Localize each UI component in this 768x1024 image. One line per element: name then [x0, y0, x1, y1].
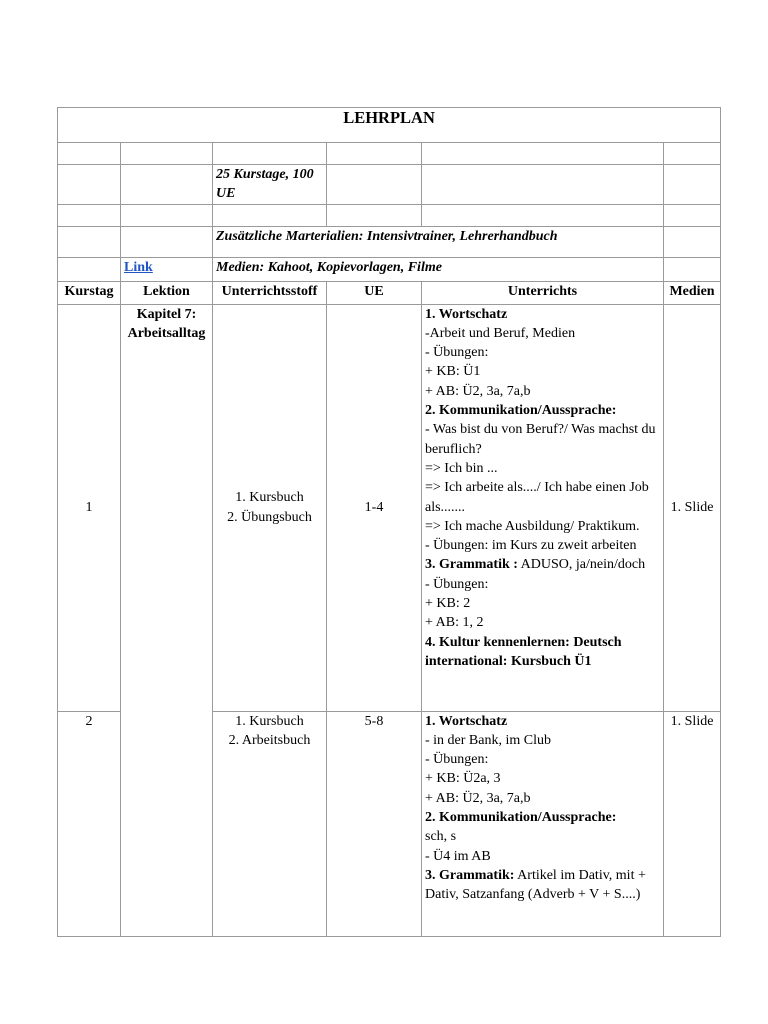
column-header-kurstag: Kurstag — [58, 281, 121, 304]
content-line — [425, 517, 660, 536]
content-text: - Übungen: — [425, 345, 489, 361]
column-header-unterrichtsstoff: Unterrichtsstoff — [213, 281, 327, 304]
stoff-item: 2. Übungsbuch — [227, 509, 312, 525]
content-line — [425, 362, 660, 381]
medien-info: Medien: Kahoot, Kopievorlagen, Filme — [213, 257, 664, 281]
content-heading: 1. Wortschatz — [425, 713, 508, 729]
content-heading: 3. Grammatik: — [425, 867, 515, 883]
content-line — [425, 478, 660, 517]
title-row — [58, 108, 721, 143]
content-heading: 2. Kommunikation/Aussprache: — [425, 403, 617, 419]
stoff-cell — [213, 304, 327, 711]
kurstag-cell: 2 — [58, 711, 121, 936]
lektion-cell: Kapitel 7: Arbeitsalltag — [121, 304, 213, 936]
content-text: + AB: Ü2, 3a, 7a,b — [425, 383, 531, 399]
content-text: -Arbeit und Beruf, Medien — [425, 325, 576, 341]
content-text: - Was bist du von Beruf?/ Was machst du beruflich? — [425, 422, 656, 457]
ue-cell: 5-8 — [327, 711, 422, 936]
link[interactable]: Link — [124, 259, 153, 275]
content-text: => Ich arbeite als..../ Ich habe einen Job als....... — [425, 480, 649, 515]
content-text: + KB: Ü1 — [425, 364, 481, 380]
materialien-row — [58, 226, 721, 257]
content-heading: 2. Kommunikation/Aussprache: — [425, 810, 617, 826]
medien-cell: 1. Slide — [664, 304, 721, 711]
content-line — [425, 401, 660, 420]
content-text: + AB: Ü2, 3a, 7a,b — [425, 790, 531, 806]
content-line — [425, 827, 660, 846]
content-heading: 3. Grammatik : — [425, 557, 518, 573]
content-line — [425, 613, 660, 632]
content-text: sch, s — [425, 829, 457, 845]
content-text: + KB: Ü2a, 3 — [425, 771, 501, 787]
content-text: ADUSO, ja/nein/doch — [517, 557, 646, 573]
blank-row — [58, 204, 721, 226]
content-line — [425, 324, 660, 343]
stoff-item: 1. Kursbuch — [235, 490, 304, 506]
content-heading: 1. Wortschatz — [425, 306, 508, 322]
stoff-item: 2. Arbeitsbuch — [228, 732, 311, 748]
content-line — [425, 789, 660, 808]
content-text: => Ich mache Ausbildung/ Praktikum. — [425, 518, 640, 534]
content-line — [425, 847, 660, 866]
content-line — [425, 305, 660, 324]
column-header-ue: UE — [327, 281, 422, 304]
kurstag-cell: 1 — [58, 304, 121, 711]
content-line — [425, 459, 660, 478]
unterrichts-cell — [422, 711, 664, 936]
medien-row — [58, 257, 721, 281]
content-line — [425, 343, 660, 362]
content-text: => Ich bin ... — [425, 460, 498, 476]
table-row — [58, 304, 721, 711]
stoff-item: 1. Kursbuch — [235, 713, 304, 729]
content-text: Artikel im Dativ, mit + Dativ, Satzanfang (Adverb + V + S....) — [425, 867, 646, 903]
content-line — [425, 555, 660, 574]
content-line — [425, 420, 660, 459]
blank-row — [58, 143, 721, 165]
stoff-cell — [213, 711, 327, 936]
materialien-info: Zusätzliche Marterialien: Intensivtrainer, Lehrerhandbuch — [213, 226, 664, 257]
content-line — [425, 866, 660, 905]
header-row — [58, 281, 721, 304]
unterrichts-cell — [422, 304, 664, 711]
content-line — [425, 769, 660, 788]
lehrplan-table — [57, 107, 721, 937]
content-text: + AB: 1, 2 — [425, 615, 484, 631]
content-line — [425, 750, 660, 769]
column-header-medien: Medien — [664, 281, 721, 304]
kurstage-info: 25 Kurstage, 100 UE — [213, 165, 327, 205]
content-line — [425, 633, 660, 672]
medien-cell: 1. Slide — [664, 711, 721, 936]
content-text: - Übungen: — [425, 576, 489, 592]
content-line — [425, 536, 660, 555]
content-line — [425, 594, 660, 613]
content-line — [425, 731, 660, 750]
content-line — [425, 712, 660, 731]
page-title: LEHRPLAN — [58, 108, 721, 143]
content-text: - in der Bank, im Club — [425, 732, 551, 748]
content-text: - Übungen: — [425, 752, 489, 768]
content-line — [425, 575, 660, 594]
content-text: - Übungen: im Kurs zu zweit arbeiten — [425, 538, 637, 554]
column-header-lektion: Lektion — [121, 281, 213, 304]
ue-cell: 1-4 — [327, 304, 422, 711]
kurstage-row — [58, 165, 721, 205]
content-heading: 4. Kultur kennenlernen: Deutsch international: Kursbuch Ü1 — [425, 634, 622, 669]
column-header-unterrichts: Unterrichts — [422, 281, 664, 304]
content-text: - Ü4 im AB — [425, 848, 491, 864]
content-text: + KB: 2 — [425, 596, 471, 612]
content-line — [425, 808, 660, 827]
content-line — [425, 382, 660, 401]
